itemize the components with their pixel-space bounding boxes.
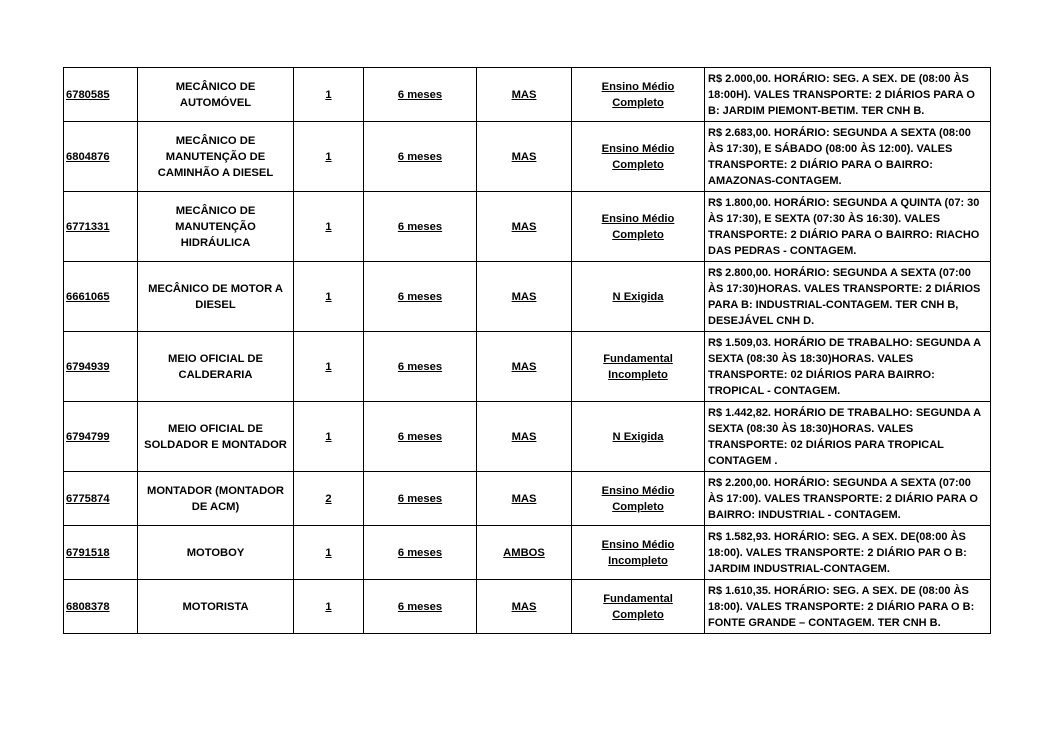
job-title-cell [138, 472, 294, 526]
table-row [64, 262, 991, 332]
description-cell [705, 332, 991, 402]
vacancies-count[interactable]: 1 [325, 430, 332, 443]
job-code-cell[interactable] [64, 122, 138, 192]
job-title-cell [138, 580, 294, 634]
job-title-cell [138, 262, 294, 332]
table-row [64, 122, 991, 192]
education-cell[interactable] [572, 68, 705, 122]
table-row [64, 472, 991, 526]
gender-cell[interactable] [477, 68, 572, 122]
table-row [64, 192, 991, 262]
vacancies-cell[interactable] [294, 580, 364, 634]
experience-cell[interactable] [364, 122, 477, 192]
vacancies-cell[interactable] [294, 192, 364, 262]
job-title-cell [138, 402, 294, 472]
vacancies-cell[interactable] [294, 68, 364, 122]
description-cell [705, 262, 991, 332]
job-description: R$ 1.610,35. HORÁRIO: SEG. A SEX. DE (08:00 ÀS 18:00). VALES TRANSPORTE: 2 DIÁRIO PARA O B: FONTE GRANDE – CONTAGEM. TER CNH B. [708, 584, 975, 629]
job-description: R$ 2.000,00. HORÁRIO: SEG. A SEX. DE (08:00 ÀS 18:00H). VALES TRANSPORTE: 2 DIÁRIOS PARA O B: JARDIM PIEMONT-BETIM. TER CNH B. [708, 72, 975, 117]
experience-required[interactable]: 6 meses [397, 360, 443, 373]
gender-cell[interactable] [477, 472, 572, 526]
experience-required[interactable]: 6 meses [397, 430, 443, 443]
gender-cell[interactable] [477, 526, 572, 580]
gender-requirement[interactable]: MAS [511, 220, 537, 233]
job-title: MECÂNICO DE AUTOMÓVEL [175, 80, 256, 109]
education-cell[interactable] [572, 526, 705, 580]
job-title: MOTOBOY [186, 546, 245, 559]
experience-required[interactable]: 6 meses [397, 492, 443, 505]
experience-cell[interactable] [364, 526, 477, 580]
job-description: R$ 2.683,00. HORÁRIO: SEGUNDA A SEXTA (08:00 ÀS 17:30), E SÁBADO (08:00 ÀS 12:00). VALES TRANSPORTE: 2 DIÁRIO PARA O BAIRRO: AMAZONAS-CONTAGEM. [708, 126, 971, 187]
table-row [64, 526, 991, 580]
description-cell [705, 402, 991, 472]
vacancies-count[interactable]: 1 [325, 220, 332, 233]
experience-cell[interactable] [364, 262, 477, 332]
job-code-cell[interactable] [64, 332, 138, 402]
education-requirement[interactable]: Ensino Médio Completo [601, 80, 675, 109]
experience-cell[interactable] [364, 332, 477, 402]
education-cell[interactable] [572, 192, 705, 262]
table-row [64, 68, 991, 122]
job-code[interactable]: 6661065 [66, 290, 110, 303]
job-code[interactable]: 6780585 [66, 88, 110, 101]
vacancies-count[interactable]: 1 [325, 546, 332, 559]
job-code-cell[interactable] [64, 68, 138, 122]
experience-required[interactable]: 6 meses [397, 150, 443, 163]
education-requirement[interactable]: Fundamental Incompleto [603, 352, 673, 381]
education-cell[interactable] [572, 332, 705, 402]
description-cell [705, 526, 991, 580]
job-title-cell [138, 526, 294, 580]
job-code[interactable]: 6775874 [66, 492, 110, 505]
gender-requirement[interactable]: MAS [511, 88, 537, 101]
table-row [64, 402, 991, 472]
job-code-cell[interactable] [64, 402, 138, 472]
job-code[interactable]: 6808378 [66, 600, 110, 613]
vacancies-cell[interactable] [294, 472, 364, 526]
table-row [64, 580, 991, 634]
education-requirement[interactable]: Fundamental Completo [603, 592, 673, 621]
job-title: MECÂNICO DE MANUTENÇÃO DE CAMINHÃO A DIESEL [157, 134, 274, 179]
job-code[interactable]: 6771331 [66, 220, 110, 233]
job-title-cell [138, 192, 294, 262]
gender-cell[interactable] [477, 122, 572, 192]
job-description: R$ 1.509,03. HORÁRIO DE TRABALHO: SEGUNDA A SEXTA (08:30 ÀS 18:30)HORAS. VALES TRANSPORTE: 02 DIÁRIOS PARA BAIRRO: TROPICAL - CONTAGEM. [708, 336, 981, 397]
gender-requirement[interactable]: AMBOS [503, 546, 545, 559]
gender-requirement[interactable]: MAS [511, 360, 537, 373]
job-code-cell[interactable] [64, 526, 138, 580]
job-description: R$ 1.800,00. HORÁRIO: SEGUNDA A QUINTA (07: 30 ÀS 17:30), E SEXTA (07:30 ÀS 16:30). VALES TRANSPORTE: 2 DIÁRIO PARA O BAIRRO: RIACHO DAS PEDRAS - CONTAGEM. [708, 196, 980, 257]
job-title-cell [138, 332, 294, 402]
job-code[interactable]: 6794939 [66, 360, 110, 373]
experience-cell[interactable] [364, 402, 477, 472]
vacancies-count[interactable]: 1 [325, 360, 332, 373]
job-description: R$ 1.442,82. HORÁRIO DE TRABALHO: SEGUNDA A SEXTA (08:30 ÀS 18:30)HORAS. VALES TRANSPORTE: 02 DIÁRIOS PARA TROPICAL CONTAGEM . [708, 406, 981, 467]
job-title-cell [138, 122, 294, 192]
experience-required[interactable]: 6 meses [397, 600, 443, 613]
description-cell [705, 68, 991, 122]
education-requirement[interactable]: Ensino Médio Completo [601, 484, 675, 513]
education-cell[interactable] [572, 472, 705, 526]
job-title-cell [138, 68, 294, 122]
job-vacancies-body [64, 68, 991, 634]
job-description: R$ 2.200,00. HORÁRIO: SEGUNDA A SEXTA (07:00 ÀS 17:00). VALES TRANSPORTE: 2 DIÁRIO PARA O BAIRRO: INDUSTRIAL - CONTAGEM. [708, 476, 978, 521]
job-code[interactable]: 6794799 [66, 430, 110, 443]
education-cell[interactable] [572, 402, 705, 472]
education-cell[interactable] [572, 580, 705, 634]
education-cell[interactable] [572, 262, 705, 332]
experience-required[interactable]: 6 meses [397, 220, 443, 233]
vacancies-count[interactable]: 1 [325, 88, 332, 101]
job-code[interactable]: 6791518 [66, 546, 110, 559]
job-code-cell[interactable] [64, 262, 138, 332]
job-title: MEIO OFICIAL DE CALDERARIA [168, 352, 263, 381]
education-requirement[interactable]: N Exigida [612, 290, 664, 303]
education-cell[interactable] [572, 122, 705, 192]
experience-cell[interactable] [364, 68, 477, 122]
gender-requirement[interactable]: MAS [511, 600, 537, 613]
table-row [64, 332, 991, 402]
description-cell [705, 122, 991, 192]
vacancies-count[interactable]: 1 [325, 290, 332, 303]
gender-cell[interactable] [477, 580, 572, 634]
experience-cell[interactable] [364, 580, 477, 634]
vacancies-cell[interactable] [294, 526, 364, 580]
gender-requirement[interactable]: MAS [511, 290, 537, 303]
vacancies-cell[interactable] [294, 262, 364, 332]
description-cell [705, 580, 991, 634]
gender-requirement[interactable]: MAS [511, 150, 537, 163]
job-description: R$ 1.582,93. HORÁRIO: SEG. A SEX. DE(08:00 ÀS 18:00). VALES TRANSPORTE: 2 DIÁRIO PAR O B: JARDIM INDUSTRIAL-CONTAGEM. [708, 530, 967, 575]
vacancies-cell[interactable] [294, 402, 364, 472]
job-title: MEIO OFICIAL DE SOLDADOR E MONTADOR [144, 422, 287, 451]
experience-required[interactable]: 6 meses [397, 546, 443, 559]
gender-requirement[interactable]: MAS [511, 430, 537, 443]
description-cell [705, 472, 991, 526]
education-requirement[interactable]: Ensino Médio Incompleto [601, 538, 675, 567]
experience-required[interactable]: 6 meses [397, 88, 443, 101]
job-description: R$ 2.800,00. HORÁRIO: SEGUNDA A SEXTA (07:00 ÀS 17:30)HORAS. VALES TRANSPORTE: 2 DIÁRIOS PARA B: INDUSTRIAL-CONTAGEM. TER CNH B, DESEJÁVEL CNH D. [708, 266, 981, 327]
experience-cell[interactable] [364, 472, 477, 526]
gender-cell[interactable] [477, 332, 572, 402]
job-title: MECÂNICO DE MANUTENÇÃO HIDRÁULICA [175, 204, 256, 249]
vacancies-count[interactable]: 1 [325, 150, 332, 163]
vacancies-cell[interactable] [294, 332, 364, 402]
job-code-cell[interactable] [64, 192, 138, 262]
gender-cell[interactable] [477, 402, 572, 472]
job-code[interactable]: 6804876 [66, 150, 110, 163]
job-vacancies-table [63, 67, 991, 634]
education-requirement[interactable]: N Exigida [612, 430, 664, 443]
experience-cell[interactable] [364, 192, 477, 262]
education-requirement[interactable]: Ensino Médio Completo [601, 142, 675, 171]
job-title: MONTADOR (MONTADOR DE ACM) [147, 484, 284, 513]
job-title: MOTORISTA [182, 600, 249, 613]
description-cell [705, 192, 991, 262]
experience-required[interactable]: 6 meses [397, 290, 443, 303]
education-requirement[interactable]: Ensino Médio Completo [601, 212, 675, 241]
gender-cell[interactable] [477, 192, 572, 262]
job-title: MECÂNICO DE MOTOR A DIESEL [148, 282, 283, 311]
job-code-cell[interactable] [64, 472, 138, 526]
gender-cell[interactable] [477, 262, 572, 332]
vacancies-cell[interactable] [294, 122, 364, 192]
vacancies-count[interactable]: 2 [325, 492, 332, 505]
vacancies-count[interactable]: 1 [325, 600, 332, 613]
gender-requirement[interactable]: MAS [511, 492, 537, 505]
job-code-cell[interactable] [64, 580, 138, 634]
